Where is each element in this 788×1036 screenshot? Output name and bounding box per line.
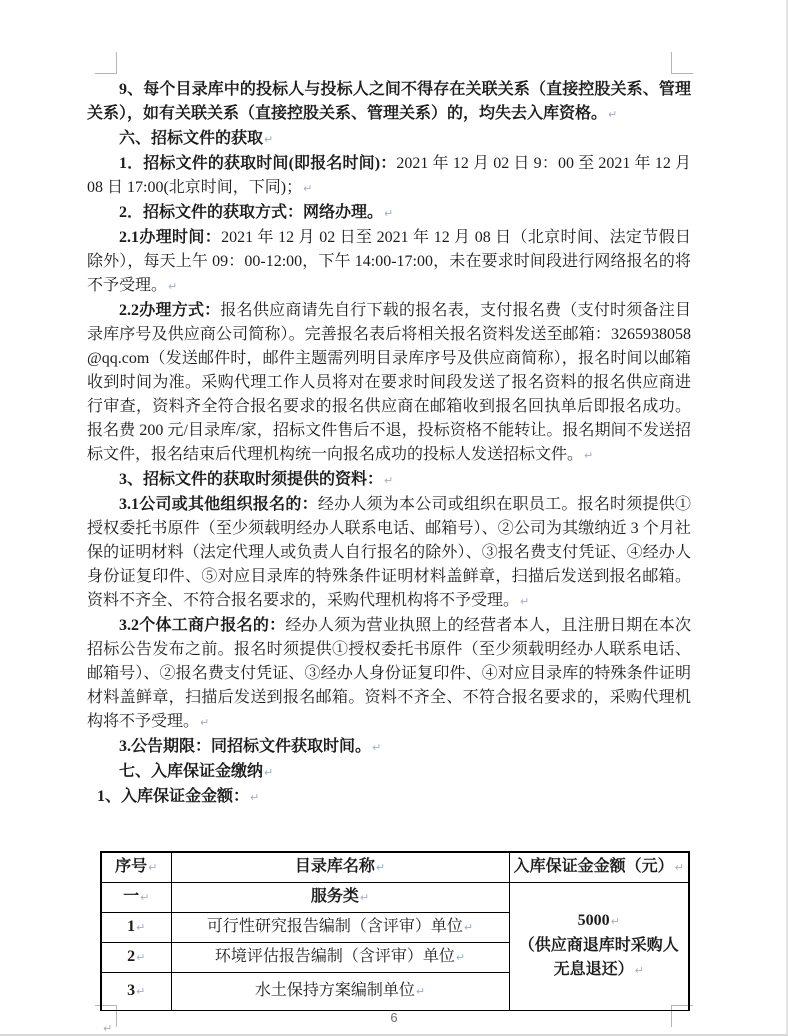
paragraph-mark-icon: ↵ <box>372 741 382 754</box>
cell-serial: 一↵ <box>101 882 171 912</box>
paragraph-mark-icon: ↵ <box>140 890 150 904</box>
para-handle-time <box>87 226 691 299</box>
paragraph-mark-icon: ↵ <box>608 108 618 121</box>
heading-section-6-document-obtain <box>87 127 691 152</box>
paragraph-mark-icon: ↵ <box>168 280 178 293</box>
header-catalog-name: 目录库名称↵ <box>171 852 509 882</box>
paragraph-mark-icon: ↵ <box>610 915 620 928</box>
para-text: 经办人须为本公司或组织在职员工。报名时须提供①授权委托书原件（至少须载明经办人联系电话、邮箱号）、②公司为其缴纳近 3 个月社保的证明材料（法定代理人或负责人自行报名的除外）、③报名费支付凭证、④经办人身份证复印件、⑤对应目录库的特殊条件证明材料盖鲜章，扫描后发送到报名邮箱。资料不齐全、不符合报名要求的，采购代理机构将不予受理。 <box>87 496 691 609</box>
header-deposit-amount: 入库保证金金额（元）↵ <box>509 852 689 882</box>
cell-deposit-amount <box>509 882 689 1010</box>
para-lead: 3.公告期限：同招标文件获取时间。 <box>119 738 372 755</box>
deposit-amount-note: （供应商退库时采购人无息退还）↵ <box>518 937 679 978</box>
para-text: 报名供应商请先自行下载的报名表，支付报名费（支付时须备注目录库序号及供应商公司简称）。完善报名表后将相关报名资料发送至邮箱：3265938058 @qq.com（发送邮件时，邮件主题需列明目录库序号及供应商简称），报名时间以邮箱收到时间为准。采购代理工作人员将对在要求时间段发送了报名资料的报名供应商进行审查，资料齐全符合报名要求的报名供应商在邮箱收到报名回执单后即报名成功。报名费 200 元/目录库/家，招标文件售后不退，投标资格不能转让。报名期间不发送招标文件，报名结束后代理机构统一向报名成功的投标人发送招标文件。 <box>87 302 691 463</box>
para-deposit-amount-label <box>87 785 691 810</box>
paragraph-mark-icon: ↵ <box>103 1022 113 1035</box>
para-lead: 2．招标文件的获取方式：网络办理。 <box>119 204 384 221</box>
cell-catalog-name: 服务类↵ <box>171 882 509 912</box>
para-lead: 2.1办理时间： <box>119 229 222 246</box>
paragraph-mark-icon: ↵ <box>584 449 594 462</box>
para-affiliation-restriction <box>87 78 691 127</box>
para-lead: 1．招标文件的获取时间(即报名时间)： <box>119 155 397 172</box>
para-text: 9、每个目录库中的投标人与投标人之间不得存在关联关系（直接控股关系、管理关系），如有关联关系（直接控股关系、管理关系）的，均失去入库资格。 <box>87 81 691 122</box>
cell-serial: 2↵ <box>101 942 171 972</box>
paragraph-mark-icon: ↵ <box>674 860 684 874</box>
heading-text: 七、入库保证金缴纳 <box>119 763 264 780</box>
deposit-table-header-row <box>101 852 689 882</box>
deposit-table <box>100 851 690 1011</box>
cell-catalog-name: 水土保持方案编制单位↵ <box>171 972 509 1010</box>
para-individual-registration <box>87 614 691 735</box>
deposit-amount-value: 5000↵ <box>577 912 620 929</box>
para-lead: 2.2办理方式： <box>119 302 221 319</box>
paragraph-mark-icon: ↵ <box>359 890 370 904</box>
table-row-category <box>101 882 689 912</box>
page-number: 6 <box>390 1010 398 1025</box>
para-obtain-time <box>87 152 691 201</box>
text-boundary-mark-top-right <box>671 52 693 74</box>
para-obtain-method <box>87 201 691 226</box>
para-announcement-period <box>87 735 691 760</box>
paragraph-mark-icon: ↵ <box>384 207 394 220</box>
paragraph-mark-icon: ↵ <box>384 474 394 487</box>
paragraph-mark-icon: ↵ <box>634 964 644 977</box>
header-serial-number: 序号↵ <box>101 852 171 882</box>
para-lead: 3.1公司或其他组织报名的： <box>119 496 318 513</box>
paragraph-mark-icon: ↵ <box>520 595 530 608</box>
paragraph-mark-icon: ↵ <box>455 950 466 964</box>
para-lead: 1、入库保证金金额： <box>97 788 250 805</box>
para-required-materials <box>87 468 691 493</box>
paragraph-mark-icon: ↵ <box>264 766 274 779</box>
para-text: 2021 年 12 月 02 日 9：00 至 2021 年 12 月 08 日 17:00(北京时间，下同)； <box>87 155 691 196</box>
text-boundary-mark-top-left <box>95 52 117 74</box>
paragraph-mark-icon: ↵ <box>463 920 474 934</box>
paragraph-mark-icon: ↵ <box>303 182 313 195</box>
paragraph-mark-icon: ↵ <box>250 791 260 804</box>
para-lead: 3.2个体工商户报名的： <box>119 617 286 634</box>
cell-catalog-name: 可行性研究报告编制（含评审）单位↵ <box>171 912 509 942</box>
paragraph-mark-icon: ↵ <box>200 716 210 729</box>
paragraph-mark-icon: ↵ <box>415 984 426 998</box>
para-text: 2021 年 12 月 02 日至 2021 年 12 月 08 日（北京时间、法定节假日除外），每天上午 09：00-12:00，下午 14:00-17:00，未在要求时间段进行网络报名的将不予受理。 <box>87 229 691 294</box>
heading-section-7-deposit <box>87 760 691 785</box>
cell-catalog-name: 环境评估报告编制（含评审）单位↵ <box>171 942 509 972</box>
paragraph-mark-icon: ↵ <box>375 860 386 874</box>
document-body <box>87 78 691 810</box>
paragraph-mark-icon: ↵ <box>264 133 274 146</box>
paragraph-mark-icon: ↵ <box>136 984 146 998</box>
paragraph-mark-icon: ↵ <box>148 860 158 874</box>
para-lead: 3、招标文件的获取时须提供的资料： <box>119 471 384 488</box>
para-company-registration <box>87 493 691 614</box>
para-handle-method <box>87 299 691 468</box>
cell-serial: 3↵ <box>101 972 171 1010</box>
cell-serial: 1↵ <box>101 912 171 942</box>
para-text: 经办人须为营业执照上的经营者本人，且注册日期在本次招标公告发布之前。报名时须提供①授权委托书原件（至少须载明经办人联系电话、邮箱号）、②报名费支付凭证、③经办人身份证复印件、④对应目录库的特殊条件证明材料盖鲜章，扫描后发送到报名邮箱。资料不齐全、不符合报名要求的，采购代理机构将不予受理。 <box>87 617 691 730</box>
paragraph-mark-icon: ↵ <box>136 920 146 934</box>
heading-text: 六、招标文件的获取 <box>119 130 264 147</box>
paragraph-mark-icon: ↵ <box>136 950 146 964</box>
